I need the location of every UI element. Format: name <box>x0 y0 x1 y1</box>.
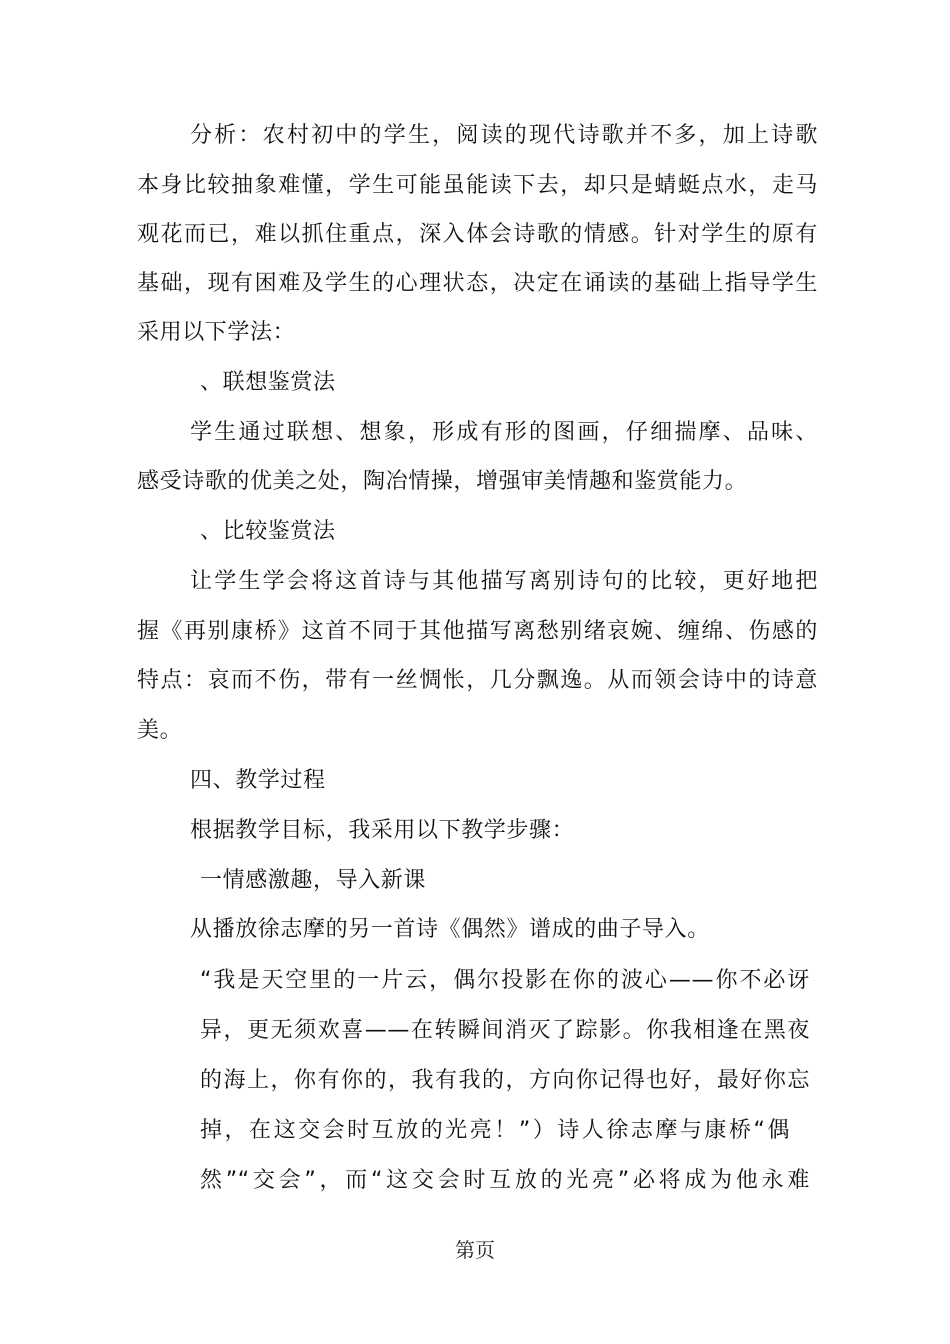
paragraph-comparison-line-1: 让学生学会将这首诗与其他描写离别诗句的比较，更好地把 <box>190 569 818 594</box>
paragraph-comparison-line-3: 特点：哀而不伤，带有一丝惆怅，几分飘逸。从而领会诗中的诗意 <box>137 668 818 693</box>
step-description: 从播放徐志摩的另一首诗《偶然》谱成的曲子导入。 <box>190 917 710 942</box>
teaching-steps-intro: 根据教学目标，我采用以下教学步骤： <box>190 818 575 843</box>
paragraph-analysis-line-5: 采用以下学法： <box>137 320 296 345</box>
method-heading-association: 、联想鉴赏法 <box>200 370 336 395</box>
paragraph-analysis-line-2: 本身比较抽象难懂，学生可能虽能读下去，却只是蜻蜓点水，走马 <box>137 173 818 198</box>
paragraph-comparison-line-4: 美。 <box>137 718 183 743</box>
poem-quote-line-1: “我是天空里的一片云，偶尔投影在你的波心——你不必讶 <box>200 968 810 993</box>
section-heading-teaching-process: 四、教学过程 <box>190 768 326 793</box>
step-heading-introduction: 一情感激趣，导入新课 <box>200 868 427 893</box>
paragraph-association-line-2: 感受诗歌的优美之处，陶冶情操，增强审美情趣和鉴赏能力。 <box>137 469 748 494</box>
paragraph-analysis-line-3: 观花而已，难以抓住重点，深入体会诗歌的情感。针对学生的原有 <box>137 222 818 247</box>
poem-quote-line-5: 然”“交会”，而“这交会时互放的光亮”必将成为他永难 <box>200 1168 810 1193</box>
paragraph-analysis-line-4: 基础，现有困难及学生的心理状态，决定在诵读的基础上指导学生 <box>137 271 818 296</box>
method-heading-comparison: 、比较鉴赏法 <box>200 519 336 544</box>
paragraph-comparison-line-2: 握《再别康桥》这首不同于其他描写离愁别绪哀婉、缠绵、伤感的 <box>137 619 818 644</box>
poem-quote-line-3: 的海上，你有你的，我有我的，方向你记得也好，最好你忘 <box>200 1068 810 1093</box>
paragraph-association-line-1: 学生通过联想、想象，形成有形的图画，仔细揣摩、品味、 <box>190 420 818 445</box>
paragraph-analysis-line-1: 分析：农村初中的学生，阅读的现代诗歌并不多，加上诗歌 <box>190 123 818 148</box>
poem-quote-line-4: 掉，在这交会时互放的光亮！”）诗人徐志摩与康桥“偶 <box>200 1118 790 1143</box>
page-footer: 第页 <box>455 1238 495 1262</box>
poem-quote-line-2: 异，更无须欢喜——在转瞬间消灭了踪影。你我相逢在黑夜 <box>200 1018 810 1043</box>
